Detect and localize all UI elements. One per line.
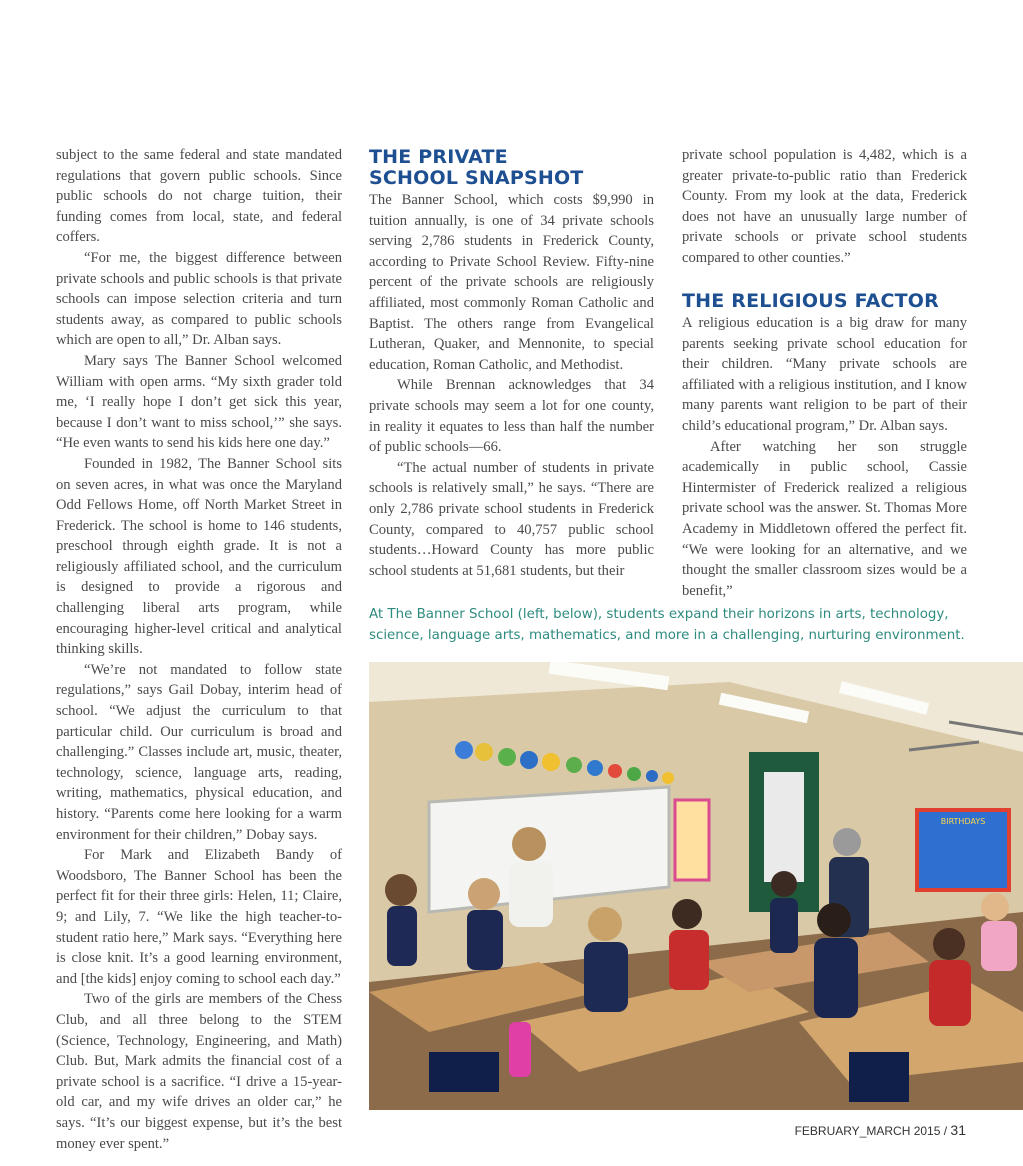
heading-line: SCHOOL SNAPSHOT (369, 166, 584, 189)
section-heading-private-school-snapshot (369, 147, 654, 188)
section-heading-religious-factor: THE RELIGIOUS FACTOR (682, 289, 939, 312)
body-paragraph: private school population is 4,482, which is a greater private-to-public ratio than Frederick County. From my look at the data, Frederick does not have an unusually large number of private schools or private school students compared to other counties.” (682, 147, 967, 266)
page-number: 31 (950, 1122, 966, 1138)
classroom-illustration (369, 662, 1023, 1110)
body-paragraph: “For me, the biggest difference between private schools and public schools is that private schools can impose selection criteria and turn students away, as compared to public schools which are open to all,” Dr. Alban says. (56, 249, 342, 349)
photo-caption: At The Banner School (left, below), students expand their horizons in arts, technology, science, language arts, mathematics, and more in a challenging, nurturing environment. (369, 607, 965, 643)
body-paragraph: subject to the same federal and state mandated regulations that govern public schools. Since public schools do not charge tuition, their funding comes from local, state, and federal coffers. (56, 147, 342, 246)
body-paragraph: “We’re not mandated to follow state regulations,” says Gail Dobay, interim head of school. “We adjust the curriculum to that particular child. Our curriculum is broad and challenging.” Classes include art, music, theater, technology, science, language arts, reading, writing, mathematics, physical education, and history. “Parents come here looking for a warm environment for their children,” Dobay says. (56, 661, 342, 843)
issue-date: FEBRUARY_MARCH 2015 (794, 1124, 941, 1138)
article-column-2 (369, 145, 654, 581)
body-paragraph: “The actual number of students in private schools is relatively small,” he says. “There are only 2,786 private school students in Frederick County, compared to 40,757 public school students…Howard County has more public school students at 51,681 students, but their (369, 459, 654, 579)
body-paragraph: For Mark and Elizabeth Bandy of Woodsboro, The Banner School has been the perfect fit for their three girls: Helen, 11; Claire, 9; and Lily, 7. “We like the high teacher-to-student ratio here,” Mark says. “Everything here is close knit. It’s a good learning environment, and [the kids] enjoy coming to school each day.” (56, 847, 342, 987)
body-paragraph: Mary says The Banner School welcomed William with open arms. “My sixth grader told me, ‘I really hope I don’t get sick this year, because I don’t want to miss school,’” she says. “He even wants to send his kids here one day.” (56, 352, 342, 452)
footer-separator: / (943, 1124, 948, 1138)
body-paragraph: Founded in 1982, The Banner School sits on seven acres, in what was once the Maryland Odd Fellows Home, off North Market Street in Frederick. The school is home to 146 students, preschool through eighth grade. It is not a religiously affiliated school, and the curriculum is designed to provide a rigorous and challenging liberal arts program, while encouraging higher-level critical and analytical thinking skills. (56, 455, 342, 658)
body-paragraph: A religious education is a big draw for many parents seeking private school education for their children. “Many private schools are affiliated with a religious institution, and I know many parents want religion to be part of their child’s educational program,” Dr. Alban says. (682, 315, 967, 435)
classroom-photo (369, 662, 1023, 1110)
article-column-1 (56, 145, 342, 1154)
page-footer (795, 1122, 966, 1138)
body-paragraph: The Banner School, which costs $9,990 in tuition annually, is one of 34 private schools serving 2,786 students in Frederick County, according to Private School Review. Fifty-nine percent of the private schools are religiously affiliated, most commonly Roman Catholic and Baptist. The others range from Evangelical Lutheran, Quaker, and Mennonite, to special education, Roman Catholic, and Methodist. (369, 192, 654, 373)
heading-line: THE PRIVATE (369, 146, 508, 168)
body-paragraph: Two of the girls are members of the Chess Club, and all three belong to the STEM (Science, Technology, Engineering, and Math) Club. But, Mark admits the financial cost of a private school is a sacrifice. “I drive a 15-year-old car, and my wife drives an older car,” he says. “It’s our biggest expense, but it’s the best money ever spent.” (56, 991, 342, 1152)
article-column-3 (682, 145, 967, 601)
body-paragraph: After watching her son struggle academically in public school, Cassie Hintermister of Frederick realized a religious private school was the answer. St. Thomas More Academy in Middletown offered the perfect fit. “We were looking for an alternative, and we thought the smaller classroom sizes would be a benefit,” (682, 438, 967, 599)
bulletin-board-title: BIRTHDAYS (940, 817, 986, 826)
body-paragraph: While Brennan acknowledges that 34 private schools may seem a lot for one county, in reality it equates to less than half the number of public schools—66. (369, 377, 654, 456)
